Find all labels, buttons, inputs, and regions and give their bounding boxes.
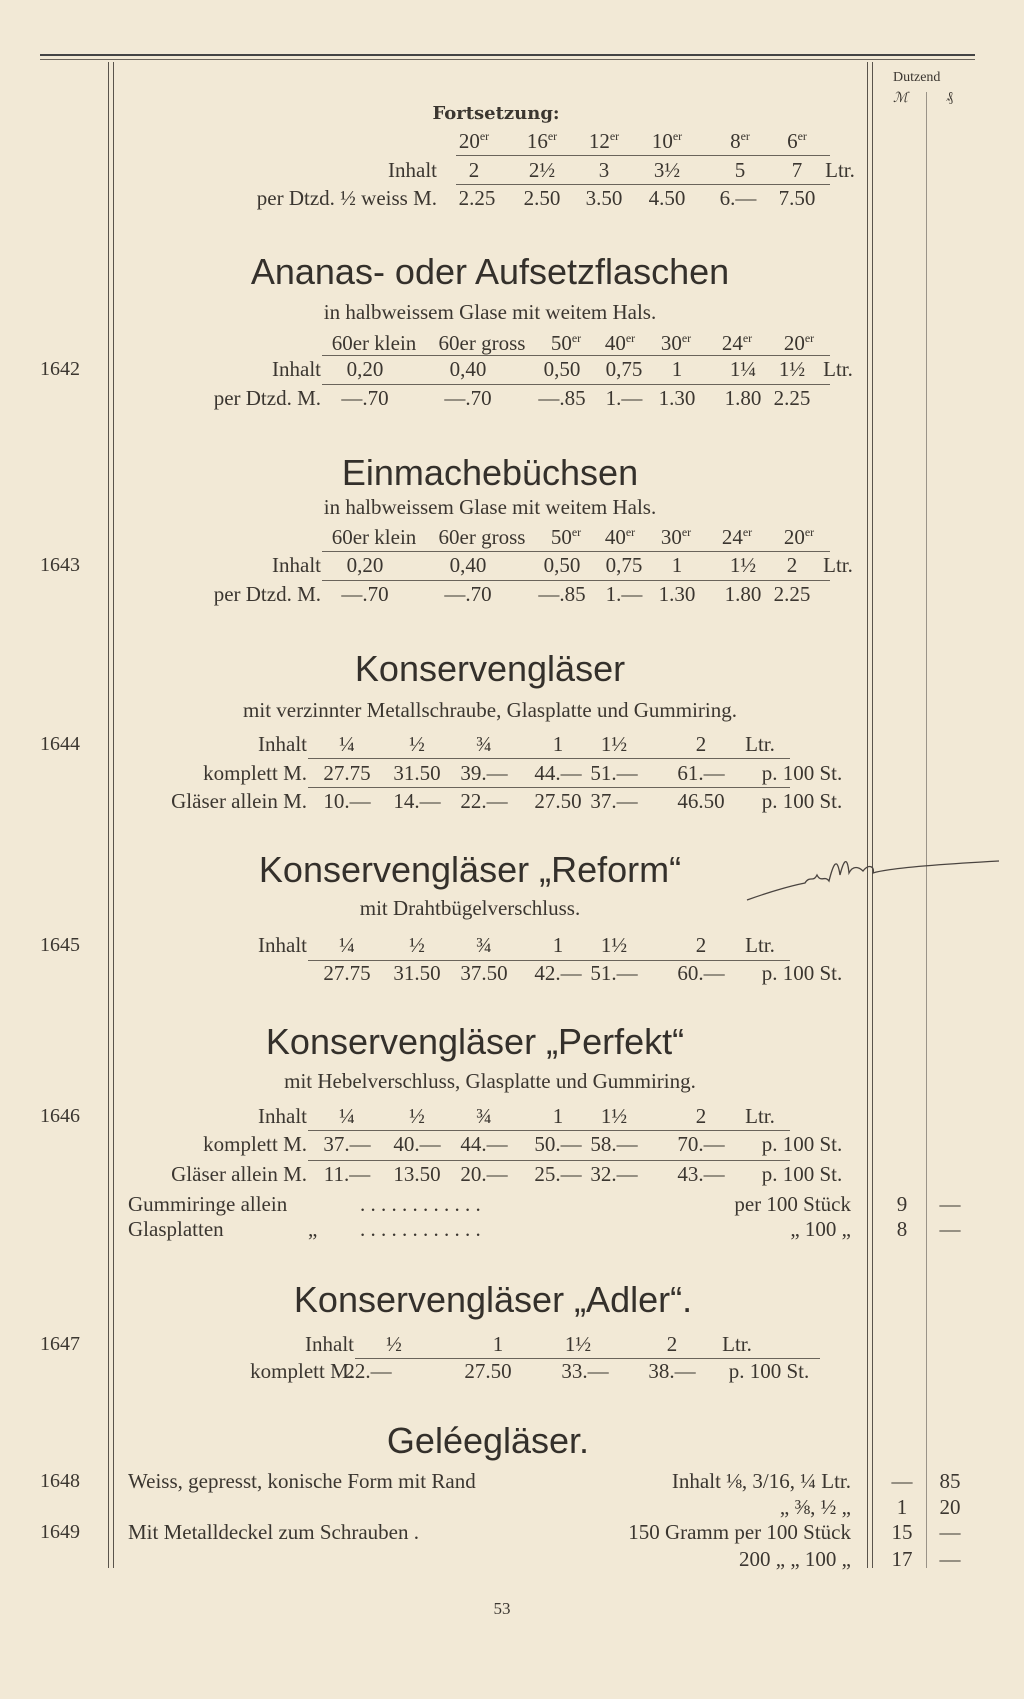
item-spec: „ ⅜, ½ „ xyxy=(779,1495,851,1519)
row-label: Gläser allein M. xyxy=(171,1162,307,1186)
price-pfennig: 20 xyxy=(939,1495,961,1519)
section-title-konserven: Konservengläser xyxy=(354,648,626,689)
table-cell: ½ xyxy=(409,732,425,756)
row-label: Gläser allein M. xyxy=(171,789,307,813)
table-cell: 44.— xyxy=(460,1132,508,1156)
item-number: 1642 xyxy=(40,358,80,380)
table-cell: 24er xyxy=(721,331,753,355)
table-cell: 1½ xyxy=(564,1332,592,1356)
table-cell: 8er xyxy=(730,129,750,153)
table-cell: 38.— xyxy=(648,1359,696,1383)
table-cell: 7.50 xyxy=(778,186,816,210)
table-cell: 51.— xyxy=(590,961,638,985)
price-mark: 1 xyxy=(896,1495,908,1519)
table-cell: p. 100 St. xyxy=(728,1359,810,1383)
row-label: per Dtzd. M. xyxy=(213,582,321,606)
table-cell: 40er xyxy=(604,525,636,549)
item-description: Mit Metalldeckel zum Schrauben . xyxy=(128,1520,419,1544)
table-cell: 60.— xyxy=(677,961,725,985)
table-rule xyxy=(322,355,830,356)
table-cell: 0,20 xyxy=(346,553,384,577)
table-cell: 37.— xyxy=(323,1132,371,1156)
item-number: 1643 xyxy=(40,554,80,576)
table-cell: 1.30 xyxy=(658,582,696,606)
table-cell: 12er xyxy=(588,129,620,153)
table-cell: 5 xyxy=(734,158,746,182)
column-divider xyxy=(113,62,114,1568)
table-cell: 50er xyxy=(550,525,582,549)
item-number: 1648 xyxy=(40,1470,80,1492)
column-divider xyxy=(108,62,109,1568)
item-number: 1647 xyxy=(40,1333,80,1355)
table-cell: 27.75 xyxy=(323,961,371,985)
table-cell: 27.75 xyxy=(323,761,371,785)
section-subtitle: in halbweissem Glase mit weitem Hals. xyxy=(323,495,657,519)
table-rule xyxy=(456,184,830,185)
table-cell: 11.— xyxy=(323,1162,371,1186)
item-number: 1649 xyxy=(40,1521,80,1543)
table-cell: —.70 xyxy=(341,386,389,410)
row-label: komplett M. xyxy=(250,1359,354,1383)
pfennig-symbol: ₰ xyxy=(946,90,953,105)
table-cell: 2.50 xyxy=(523,186,561,210)
table-cell: 27.50 xyxy=(464,1359,512,1383)
price-pfennig: — xyxy=(939,1547,961,1571)
table-cell: 32.— xyxy=(590,1162,638,1186)
table-cell: p. 100 St. xyxy=(761,761,843,785)
table-cell: 1½ xyxy=(600,933,628,957)
price-mark: 8 xyxy=(896,1217,908,1241)
table-cell: 1.— xyxy=(605,582,643,606)
section-subtitle: mit Drahtbügelverschluss. xyxy=(359,896,581,920)
table-cell: 20er xyxy=(783,525,815,549)
table-cell: Ltr. xyxy=(745,933,775,957)
top-rule-thin xyxy=(40,59,975,60)
table-cell: 0,75 xyxy=(605,553,643,577)
table-cell: 1½ xyxy=(600,732,628,756)
table-cell: 1½ xyxy=(600,1104,628,1128)
table-cell: 2 xyxy=(695,732,707,756)
table-rule xyxy=(308,787,790,788)
top-rule xyxy=(40,54,975,56)
table-cell: 1.80 xyxy=(724,386,762,410)
table-cell: 22.— xyxy=(344,1359,392,1383)
table-cell: 1¼ xyxy=(729,357,757,381)
table-rule xyxy=(355,1358,820,1359)
table-cell: 16er xyxy=(526,129,558,153)
price-mark: 15 xyxy=(891,1520,913,1544)
table-cell: 43.— xyxy=(677,1162,725,1186)
price-pfennig: — xyxy=(939,1520,961,1544)
item-number: 1644 xyxy=(40,733,80,755)
page-number: 53 xyxy=(493,1599,511,1618)
row-label: Inhalt xyxy=(272,553,321,577)
table-cell: 10.— xyxy=(323,789,371,813)
section-title-ananas: Ananas- oder Aufsetzflaschen xyxy=(250,251,730,292)
table-cell: p. 100 St. xyxy=(761,1132,843,1156)
table-cell: 3½ xyxy=(653,158,681,182)
table-cell: Ltr. xyxy=(823,357,853,381)
table-cell: 58.— xyxy=(590,1132,638,1156)
row-label: Inhalt xyxy=(258,732,307,756)
item-spec: 200 „ „ 100 „ xyxy=(739,1547,851,1571)
table-cell: 60er klein xyxy=(331,525,417,549)
dutzend-header: Dutzend xyxy=(893,70,941,85)
price-mark: 17 xyxy=(891,1547,913,1571)
table-cell: 70.— xyxy=(677,1132,725,1156)
table-cell: ½ xyxy=(409,933,425,957)
item-spec: 150 Gramm per 100 Stück xyxy=(628,1520,851,1544)
item-number: 1646 xyxy=(40,1105,80,1127)
table-cell: 40.— xyxy=(393,1132,441,1156)
extra-quantity: per 100 Stück xyxy=(734,1192,851,1216)
table-cell: 51.— xyxy=(590,761,638,785)
table-cell: 39.— xyxy=(460,761,508,785)
table-cell: 2 xyxy=(468,158,480,182)
table-cell: 0,50 xyxy=(543,553,581,577)
row-label: per Dtzd. ½ weiss M. xyxy=(256,186,437,210)
table-rule xyxy=(456,155,830,156)
table-cell: 60er gross xyxy=(438,331,526,355)
table-cell: 7 xyxy=(791,158,803,182)
price-pfennig: 85 xyxy=(939,1469,961,1493)
extra-label: Gummiringe allein xyxy=(128,1192,288,1216)
table-cell: 6er xyxy=(787,129,807,153)
section-subtitle: mit verzinnter Metallschraube, Glasplatte und Gummiring. xyxy=(243,698,737,722)
table-cell: 10er xyxy=(651,129,683,153)
table-cell: 2.25 xyxy=(773,386,811,410)
table-cell: 31.50 xyxy=(393,961,441,985)
table-rule xyxy=(322,551,830,552)
extra-label: Glasplatten xyxy=(128,1217,224,1241)
table-cell: 14.— xyxy=(393,789,441,813)
price-pfennig: — xyxy=(939,1192,961,1216)
table-cell: 22.— xyxy=(460,789,508,813)
table-cell: 0,20 xyxy=(346,357,384,381)
table-cell: ¼ xyxy=(339,933,355,957)
table-cell: 2½ xyxy=(528,158,556,182)
table-cell: 4.50 xyxy=(648,186,686,210)
price-mark: — xyxy=(891,1469,913,1493)
row-label: komplett M. xyxy=(203,1132,307,1156)
table-cell: 1 xyxy=(492,1332,504,1356)
row-label: Inhalt xyxy=(388,158,437,182)
table-cell: 20er xyxy=(458,129,490,153)
section-title-reform: Konservengläser „Reform“ xyxy=(258,849,682,890)
table-cell: 1 xyxy=(552,732,564,756)
row-label: Inhalt xyxy=(258,933,307,957)
table-cell: 3.50 xyxy=(585,186,623,210)
table-cell: 30er xyxy=(660,525,692,549)
table-cell: ¼ xyxy=(339,732,355,756)
section-title-perfekt: Konservengläser „Perfekt“ xyxy=(265,1021,685,1062)
table-cell: 2 xyxy=(786,553,798,577)
section-title-gelee: Geléegläser. xyxy=(386,1420,590,1461)
table-cell: 37.— xyxy=(590,789,638,813)
table-cell: 0,50 xyxy=(543,357,581,381)
table-cell: 1 xyxy=(671,357,683,381)
table-cell: —.70 xyxy=(444,386,492,410)
table-cell: 24er xyxy=(721,525,753,549)
table-rule xyxy=(308,1130,790,1131)
price-pfennig: — xyxy=(939,1217,961,1241)
section-subtitle: in halbweissem Glase mit weitem Hals. xyxy=(323,300,657,324)
table-cell: —.85 xyxy=(538,386,586,410)
table-cell: 46.50 xyxy=(677,789,725,813)
item-description: Weiss, gepresst, konische Form mit Rand xyxy=(128,1469,476,1493)
table-cell: 0,40 xyxy=(449,553,487,577)
row-label: Inhalt xyxy=(305,1332,354,1356)
table-rule xyxy=(322,580,830,581)
table-cell: ¾ xyxy=(476,732,492,756)
table-cell: —.70 xyxy=(444,582,492,606)
table-cell: 1.— xyxy=(605,386,643,410)
table-cell: 2 xyxy=(666,1332,678,1356)
table-cell: —.85 xyxy=(538,582,586,606)
table-cell: Ltr. xyxy=(722,1332,752,1356)
ditto-mark: „ xyxy=(308,1217,318,1241)
row-label: komplett M. xyxy=(203,761,307,785)
table-cell: —.70 xyxy=(341,582,389,606)
table-cell: 25.— xyxy=(534,1162,582,1186)
column-divider xyxy=(926,92,927,1568)
table-cell: ¼ xyxy=(339,1104,355,1128)
table-cell: 40er xyxy=(604,331,636,355)
table-rule xyxy=(308,960,790,961)
table-cell: 1.80 xyxy=(724,582,762,606)
table-cell: 33.— xyxy=(561,1359,609,1383)
row-label: per Dtzd. M. xyxy=(213,386,321,410)
item-spec: Inhalt ⅛, 3/16, ¼ Ltr. xyxy=(671,1469,851,1493)
table-cell: 1 xyxy=(552,1104,564,1128)
table-cell: Ltr. xyxy=(745,732,775,756)
table-cell: 60er klein xyxy=(331,331,417,355)
section-title-adler: Konservengläser „Adler“. xyxy=(293,1279,693,1320)
table-cell: 1 xyxy=(552,933,564,957)
row-label: Inhalt xyxy=(258,1104,307,1128)
table-cell: 44.— xyxy=(534,761,582,785)
table-cell: ½ xyxy=(409,1104,425,1128)
item-number: 1645 xyxy=(40,934,80,956)
price-mark: 9 xyxy=(896,1192,908,1216)
table-cell: 1½ xyxy=(729,553,757,577)
table-cell: 2.25 xyxy=(773,582,811,606)
column-divider xyxy=(867,62,868,1568)
table-cell: 42.— xyxy=(534,961,582,985)
table-rule xyxy=(308,758,790,759)
section-title-fortsetzung: Fortsetzung: xyxy=(432,103,560,124)
table-cell: 1 xyxy=(671,553,683,577)
table-cell: 13.50 xyxy=(393,1162,441,1186)
table-cell: 2.25 xyxy=(458,186,496,210)
leader-dots: . . . . . . . . . . . . xyxy=(360,1217,481,1241)
section-title-einmache: Einmachebüchsen xyxy=(341,452,639,493)
extra-quantity: „ 100 „ xyxy=(790,1217,851,1241)
table-cell: 20er xyxy=(783,331,815,355)
table-cell: Ltr. xyxy=(823,553,853,577)
table-cell: 50er xyxy=(550,331,582,355)
mark-symbol: ℳ xyxy=(893,91,908,106)
table-cell: 2 xyxy=(695,1104,707,1128)
column-divider xyxy=(872,62,873,1568)
table-cell: ¾ xyxy=(476,933,492,957)
table-cell: 6.— xyxy=(719,186,757,210)
table-cell: 61.— xyxy=(677,761,725,785)
table-cell: 30er xyxy=(660,331,692,355)
table-cell: ½ xyxy=(386,1332,402,1356)
section-subtitle: mit Hebelverschluss, Glasplatte und Gummiring. xyxy=(284,1069,696,1093)
table-cell: 0,75 xyxy=(605,357,643,381)
row-label: Inhalt xyxy=(272,357,321,381)
table-cell: 0,40 xyxy=(449,357,487,381)
table-cell: 27.50 xyxy=(534,789,582,813)
table-cell: 1.30 xyxy=(658,386,696,410)
table-cell: Ltr. xyxy=(745,1104,775,1128)
leader-dots: . . . . . . . . . . . . xyxy=(360,1192,481,1216)
handwritten-signature xyxy=(745,845,1000,905)
table-cell: p. 100 St. xyxy=(761,1162,843,1186)
table-cell: 1½ xyxy=(778,357,806,381)
table-cell: ¾ xyxy=(476,1104,492,1128)
table-cell: Ltr. xyxy=(825,158,855,182)
table-cell: 20.— xyxy=(460,1162,508,1186)
table-rule xyxy=(308,1160,790,1161)
table-cell: 31.50 xyxy=(393,761,441,785)
table-cell: 2 xyxy=(695,933,707,957)
table-cell: p. 100 St. xyxy=(761,961,843,985)
table-cell: 3 xyxy=(598,158,610,182)
table-cell: p. 100 St. xyxy=(761,789,843,813)
table-cell: 50.— xyxy=(534,1132,582,1156)
table-cell: 60er gross xyxy=(438,525,526,549)
table-cell: 37.50 xyxy=(460,961,508,985)
table-rule xyxy=(322,384,830,385)
